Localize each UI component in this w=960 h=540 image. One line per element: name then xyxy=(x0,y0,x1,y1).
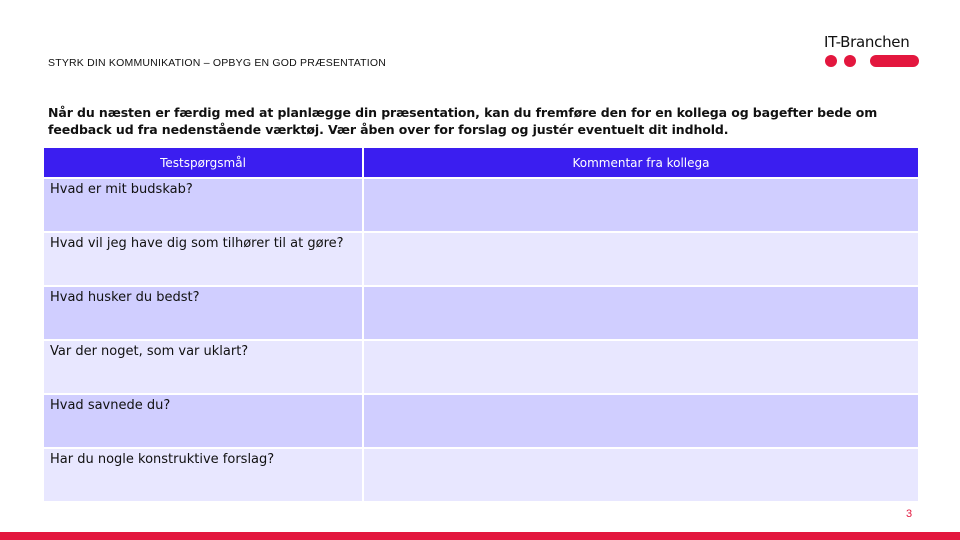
comment-cell[interactable] xyxy=(363,178,919,232)
column-header-questions: Testspørgsmål xyxy=(43,147,363,178)
table-header-row xyxy=(43,147,919,178)
table-row xyxy=(43,286,919,340)
question-cell: Hvad savnede du? xyxy=(43,394,363,448)
comment-cell[interactable] xyxy=(363,286,919,340)
it-branchen-logo xyxy=(824,33,920,73)
question-cell: Hvad husker du bedst? xyxy=(43,286,363,340)
column-header-comments: Kommentar fra kollega xyxy=(363,147,919,178)
table-row xyxy=(43,340,919,394)
question-cell: Har du nogle konstruktive forslag? xyxy=(43,448,363,502)
page-number: 3 xyxy=(906,508,913,520)
table-row xyxy=(43,394,919,448)
comment-cell[interactable] xyxy=(363,232,919,286)
bottom-accent-bar xyxy=(0,532,960,540)
table-row xyxy=(43,178,919,232)
question-cell: Hvad vil jeg have dig som tilhører til at gøre? xyxy=(43,232,363,286)
comment-cell[interactable] xyxy=(363,340,919,394)
feedback-table xyxy=(42,146,920,503)
slide-subtitle: STYRK DIN KOMMUNIKATION – OPBYG EN GOD PRÆSENTATION xyxy=(48,57,387,69)
intro-text: Når du næsten er færdig med at planlægge din præsentation, kan du fremføre den for en kollega og bagefter bede om feedback ud fra nedenstående værktøj. Vær åben over for forslag og justér eventuelt dit indhold. xyxy=(48,105,878,137)
comment-cell[interactable] xyxy=(363,448,919,502)
logo-text: IT-Branchen xyxy=(824,33,910,51)
logo-marks xyxy=(825,55,919,67)
table-row xyxy=(43,448,919,502)
question-cell: Var der noget, som var uklart? xyxy=(43,340,363,394)
table-row xyxy=(43,232,919,286)
question-cell: Hvad er mit budskab? xyxy=(43,178,363,232)
comment-cell[interactable] xyxy=(363,394,919,448)
